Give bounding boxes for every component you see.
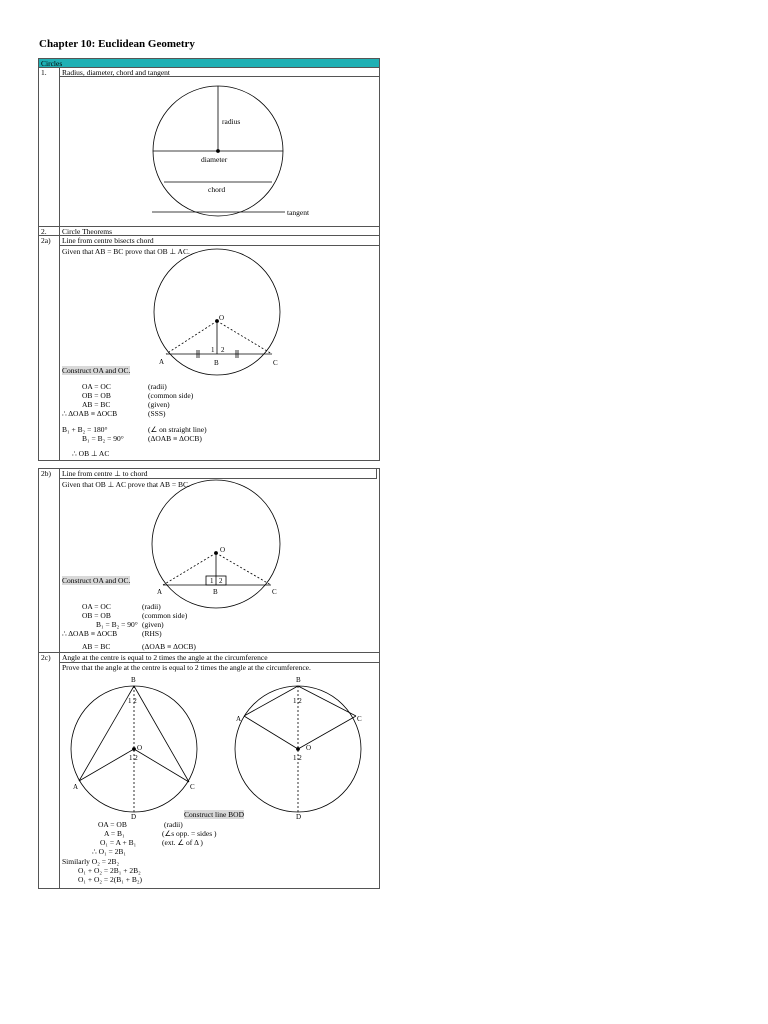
section-2b-construct: Construct OA and OC. bbox=[62, 576, 131, 585]
proof-reason: (radii) bbox=[148, 382, 167, 391]
label-B: B bbox=[213, 588, 218, 596]
tangent-label: tangent bbox=[287, 208, 310, 217]
angle-1: 1 bbox=[210, 577, 214, 585]
label-O: O bbox=[306, 744, 312, 752]
proof-reason: (ext. ∠ of Δ ) bbox=[162, 838, 203, 847]
proof-conclusion: ∴ OB ⊥ AC bbox=[72, 449, 110, 458]
circle-2a bbox=[154, 249, 280, 375]
section-2b-heading: Line from centre ⊥ to chord bbox=[62, 469, 148, 478]
bisect-chord-diagram bbox=[154, 249, 280, 375]
label-C: C bbox=[272, 588, 277, 596]
proof-statement: B₁ = B₂ = 90° bbox=[96, 620, 138, 629]
label-B: B bbox=[296, 676, 301, 684]
line-OC bbox=[216, 553, 271, 585]
proof-statement: AB = BC bbox=[82, 400, 111, 409]
radius-label: radius bbox=[222, 117, 241, 126]
label-B: B bbox=[214, 359, 219, 367]
section-2-number: 2. bbox=[41, 227, 47, 236]
diameter-label: diameter bbox=[201, 155, 228, 164]
angle-1: 1 bbox=[211, 346, 215, 354]
section-2c-number: 2c) bbox=[41, 653, 51, 662]
label-D: D bbox=[131, 813, 137, 821]
proof-reason: (common side) bbox=[148, 391, 194, 400]
proof-statement: ∴ O₁ = 2B₁ bbox=[92, 847, 127, 856]
line-CO bbox=[134, 749, 189, 782]
proof-similarly: O₁ + O₂ = 2B₁ + 2B₂ bbox=[78, 866, 141, 875]
line-OA bbox=[163, 553, 216, 585]
proof-reason: (radii) bbox=[142, 602, 161, 611]
line-OC bbox=[217, 321, 272, 354]
proof-statement: A = B₁ bbox=[104, 829, 125, 838]
angles-B: 1 2 bbox=[128, 697, 137, 705]
proof-statement: AB = BC bbox=[82, 642, 111, 651]
label-A: A bbox=[157, 588, 163, 596]
line-BA bbox=[244, 686, 298, 716]
section-2c-construct: Construct line BOD bbox=[184, 810, 244, 819]
proof-statement: B₁ = B₂ = 90° bbox=[82, 434, 124, 443]
label-A: A bbox=[73, 783, 79, 791]
proof-statement: O₁ = A + B₁ bbox=[100, 838, 137, 847]
proof-statement: B₁ + B₂ = 180° bbox=[62, 425, 108, 434]
proof-statement: OB = OB bbox=[82, 611, 111, 620]
proof-statement: OA = OB bbox=[98, 820, 127, 829]
angle-2: 2 bbox=[221, 346, 225, 354]
angles-O: 1 2 bbox=[293, 754, 302, 762]
proof-reason: (common side) bbox=[142, 611, 188, 620]
proof-statement: OA = OC bbox=[82, 602, 111, 611]
line-OA bbox=[166, 321, 217, 354]
chord-label: chord bbox=[208, 185, 226, 194]
proof-similarly: O₁ + O₂ = 2(B₁ + B₂) bbox=[78, 875, 142, 884]
section-2b-given: Given that OB ⊥ AC prove that AB = BC. bbox=[62, 480, 190, 489]
section-2-heading: Circle Theorems bbox=[62, 227, 113, 236]
angles-B: 1 2 bbox=[293, 697, 302, 705]
proof-reason: (∠ on straight line) bbox=[148, 425, 207, 434]
centre-point bbox=[217, 150, 220, 153]
proof-reason: (radii) bbox=[164, 820, 183, 829]
section-2a-construct: Construct OA and OC. bbox=[62, 366, 131, 375]
label-C: C bbox=[357, 715, 362, 723]
label-O: O bbox=[220, 546, 226, 554]
section-2b-number: 2b) bbox=[41, 469, 51, 478]
proof-statement: OB = OB bbox=[82, 391, 111, 400]
line-BC bbox=[134, 686, 189, 782]
proof-reason: (∠s opp. = sides ) bbox=[162, 829, 217, 838]
proof-reason: (SSS) bbox=[148, 409, 166, 418]
section-2a-given: Given that AB = BC prove that OB ⊥ AC. bbox=[62, 247, 190, 256]
proof-reason: (given) bbox=[142, 620, 164, 629]
section-1-number: 1. bbox=[41, 68, 47, 77]
section-2c-heading: Angle at the centre is equal to 2 times the angle at the circumference bbox=[62, 653, 268, 662]
label-A: A bbox=[236, 715, 242, 723]
label-C: C bbox=[190, 783, 195, 791]
label-O: O bbox=[137, 744, 143, 752]
centre-O bbox=[133, 748, 136, 751]
label-D: D bbox=[296, 813, 302, 821]
centre-O bbox=[297, 748, 300, 751]
label-A: A bbox=[159, 358, 165, 366]
section-2c-statement: Prove that the angle at the centre is equal to 2 times the angle at the circumference. bbox=[62, 663, 311, 672]
label-O: O bbox=[219, 314, 225, 322]
label-C: C bbox=[273, 359, 278, 367]
proof-statement: ∴ ΔOAB ≡ ΔOCB bbox=[62, 409, 118, 418]
line-BC bbox=[298, 686, 356, 716]
proof-reason: (ΔOAB ≡ ΔOCB) bbox=[142, 642, 196, 651]
proof-statement: OA = OC bbox=[82, 382, 111, 391]
line-BA bbox=[79, 686, 134, 781]
page-title: Chapter 10: Euclidean Geometry bbox=[39, 38, 195, 50]
proof-reason: (RHS) bbox=[142, 629, 162, 638]
label-B: B bbox=[131, 676, 136, 684]
line-AO bbox=[79, 749, 134, 781]
angles-O: 1 2 bbox=[129, 754, 138, 762]
proof-reason: (ΔOAB ≡ ΔOCB) bbox=[148, 434, 202, 443]
section-2a-number: 2a) bbox=[41, 236, 51, 245]
section-2a-heading: Line from centre bisects chord bbox=[62, 236, 154, 245]
proof-similarly: Similarly O₂ = 2B₂ bbox=[62, 857, 120, 866]
centre-O bbox=[215, 552, 218, 555]
section-header-label: Circles bbox=[41, 59, 63, 68]
proof-reason: (given) bbox=[148, 400, 170, 409]
proof-statement: ∴ ΔOAB ≡ ΔOCB bbox=[62, 629, 118, 638]
line-AO bbox=[244, 716, 298, 749]
section-1-heading: Radius, diameter, chord and tangent bbox=[62, 68, 170, 77]
circle-parts-diagram bbox=[152, 86, 285, 216]
angle-2: 2 bbox=[219, 577, 223, 585]
